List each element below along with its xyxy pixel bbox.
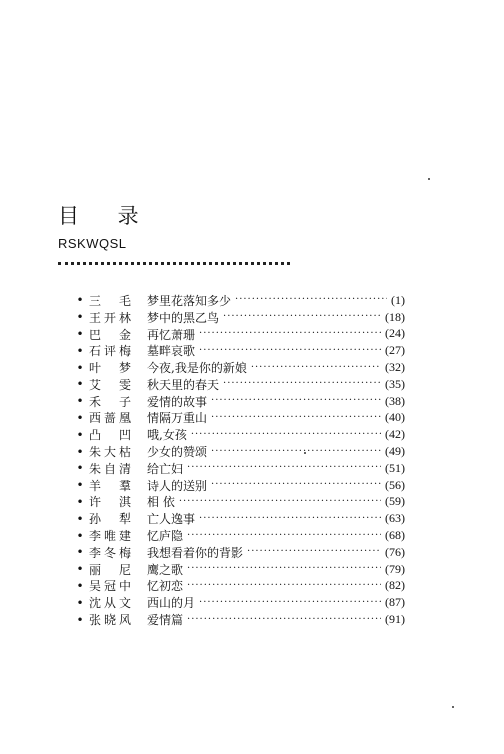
entry-author: 朱自清 bbox=[89, 461, 131, 476]
table-of-contents bbox=[75, 292, 405, 628]
entry-title: 忆庐隐 bbox=[147, 529, 184, 544]
bullet-icon: • bbox=[76, 612, 84, 627]
entry-author: 王开林 bbox=[89, 310, 131, 325]
bullet-icon: • bbox=[76, 360, 84, 375]
dot-leader bbox=[211, 412, 381, 424]
toc-entry bbox=[75, 544, 405, 561]
bullet-icon: • bbox=[76, 394, 84, 409]
entry-author: 西蔷凰 bbox=[89, 411, 131, 426]
dot-leader bbox=[247, 546, 381, 558]
entry-page-number: (35) bbox=[385, 376, 405, 391]
entry-page-number: (63) bbox=[385, 511, 405, 526]
dot-leader bbox=[223, 378, 381, 390]
dot-leader bbox=[187, 580, 381, 592]
dot-leader bbox=[235, 294, 387, 306]
entry-author: 吴冠中 bbox=[89, 579, 131, 594]
entry-author: 巴金 bbox=[89, 327, 131, 342]
entry-author: 张晓风 bbox=[89, 613, 131, 628]
toc-entry bbox=[75, 611, 405, 628]
entry-title: 情隔万重山 bbox=[147, 411, 208, 426]
entry-author: 朱大枯 bbox=[89, 445, 131, 460]
entry-author: 孙犁 bbox=[89, 512, 131, 527]
bullet-icon: • bbox=[76, 293, 84, 308]
toc-entry bbox=[75, 460, 405, 477]
entry-page-number: (51) bbox=[385, 460, 405, 475]
toc-entry bbox=[75, 342, 405, 359]
entry-author: 羊羣 bbox=[89, 478, 131, 493]
entry-page-number: (24) bbox=[385, 326, 405, 341]
entry-title: 忆初恋 bbox=[147, 579, 184, 594]
entry-page-number: (38) bbox=[385, 393, 405, 408]
bullet-icon: • bbox=[76, 528, 84, 543]
dot-leader bbox=[187, 563, 381, 575]
entry-title: 爱情篇 bbox=[147, 613, 184, 628]
entry-page-number: (1) bbox=[391, 292, 405, 307]
entry-title: 秋天里的春天 bbox=[147, 377, 220, 392]
dot-leader bbox=[191, 429, 381, 441]
toc-entry bbox=[75, 376, 405, 393]
toc-entry bbox=[75, 359, 405, 376]
entry-page-number: (68) bbox=[385, 528, 405, 543]
entry-author: 禾子 bbox=[89, 394, 131, 409]
entry-title: 梦里花落知多少 bbox=[147, 293, 232, 308]
bullet-icon: • bbox=[76, 377, 84, 392]
entry-title: 亡人逸事 bbox=[147, 512, 196, 527]
bullet-icon: • bbox=[76, 444, 84, 459]
entry-title: 再忆萧珊 bbox=[147, 327, 196, 342]
entry-page-number: (59) bbox=[385, 494, 405, 509]
entry-title: 爱情的故事 bbox=[147, 394, 208, 409]
toc-entry bbox=[75, 527, 405, 544]
entry-page-number: (32) bbox=[385, 360, 405, 375]
entry-page-number: (40) bbox=[385, 410, 405, 425]
page-subtitle: RSKWQSL bbox=[58, 236, 127, 251]
entry-author: 李冬梅 bbox=[89, 545, 131, 560]
toc-entry bbox=[75, 426, 405, 443]
toc-entry bbox=[75, 578, 405, 595]
bullet-icon: • bbox=[76, 478, 84, 493]
entry-author: 石评梅 bbox=[89, 344, 131, 359]
toc-entry bbox=[75, 410, 405, 427]
toc-entry bbox=[75, 326, 405, 343]
entry-author: 艾雯 bbox=[89, 377, 131, 392]
entry-title: 我想看着你的背影 bbox=[147, 545, 244, 560]
entry-page-number: (49) bbox=[385, 444, 405, 459]
entry-page-number: (42) bbox=[385, 427, 405, 442]
entry-page-number: (82) bbox=[385, 578, 405, 593]
toc-entry bbox=[75, 309, 405, 326]
dot-leader bbox=[211, 446, 381, 458]
dot-leader bbox=[199, 345, 381, 357]
bullet-icon: • bbox=[76, 410, 84, 425]
dot-leader bbox=[187, 614, 381, 626]
entry-author: 三毛 bbox=[89, 293, 131, 308]
dot-leader bbox=[211, 395, 381, 407]
entry-page-number: (27) bbox=[385, 343, 405, 358]
bullet-icon: • bbox=[76, 578, 84, 593]
entry-title: 梦中的黑乙鸟 bbox=[147, 310, 220, 325]
bullet-icon: • bbox=[76, 562, 84, 577]
toc-entry bbox=[75, 292, 405, 309]
dot-leader bbox=[223, 311, 381, 323]
entry-page-number: (87) bbox=[385, 595, 405, 610]
entry-title: 鹰之歌 bbox=[147, 562, 184, 577]
dot-leader bbox=[199, 513, 381, 525]
bullet-icon: • bbox=[76, 595, 84, 610]
toc-entry bbox=[75, 510, 405, 527]
bullet-icon: • bbox=[76, 310, 84, 325]
bullet-icon: • bbox=[76, 326, 84, 341]
entry-author: 李唯建 bbox=[89, 529, 131, 544]
entry-author: 沈从文 bbox=[89, 596, 131, 611]
dot-leader bbox=[187, 462, 381, 474]
page-title: 目 录 bbox=[58, 204, 155, 228]
toc-entry bbox=[75, 594, 405, 611]
entry-title: 给亡妇 bbox=[147, 461, 184, 476]
entry-author: 许淇 bbox=[89, 495, 131, 510]
entry-title: 相 依 bbox=[147, 495, 175, 510]
entry-page-number: (76) bbox=[385, 544, 405, 559]
entry-page-number: (56) bbox=[385, 477, 405, 492]
scan-speck bbox=[304, 452, 306, 454]
entry-title: 诗人的送别 bbox=[147, 478, 208, 493]
dot-leader bbox=[211, 479, 381, 491]
entry-title: 墓畔哀歌 bbox=[147, 344, 196, 359]
dot-leader bbox=[179, 496, 381, 508]
entry-title: 少女的赞颂 bbox=[147, 445, 208, 460]
bullet-icon: • bbox=[76, 511, 84, 526]
entry-page-number: (91) bbox=[385, 612, 405, 627]
toc-entry bbox=[75, 561, 405, 578]
dotted-divider bbox=[58, 262, 290, 265]
toc-entry bbox=[75, 393, 405, 410]
entry-title: 西山的月 bbox=[147, 596, 196, 611]
bullet-icon: • bbox=[76, 545, 84, 560]
entry-page-number: (79) bbox=[385, 561, 405, 576]
entry-page-number: (18) bbox=[385, 309, 405, 324]
bullet-icon: • bbox=[76, 494, 84, 509]
entry-author: 叶梦 bbox=[89, 361, 131, 376]
entry-author: 丽尼 bbox=[89, 562, 131, 577]
dot-leader bbox=[199, 328, 381, 340]
dot-leader bbox=[187, 530, 381, 542]
bullet-icon: • bbox=[76, 343, 84, 358]
toc-entry bbox=[75, 494, 405, 511]
dot-leader bbox=[199, 597, 381, 609]
entry-author: 凸凹 bbox=[89, 428, 131, 443]
toc-entry bbox=[75, 477, 405, 494]
toc-entry bbox=[75, 443, 405, 460]
dot-leader bbox=[251, 362, 381, 374]
scan-speck bbox=[428, 178, 430, 180]
scan-speck bbox=[452, 706, 454, 708]
bullet-icon: • bbox=[76, 461, 84, 476]
bullet-icon: • bbox=[76, 427, 84, 442]
entry-title: 今夜,我是你的新娘 bbox=[147, 361, 247, 376]
entry-title: 哦,女孩 bbox=[147, 428, 187, 443]
